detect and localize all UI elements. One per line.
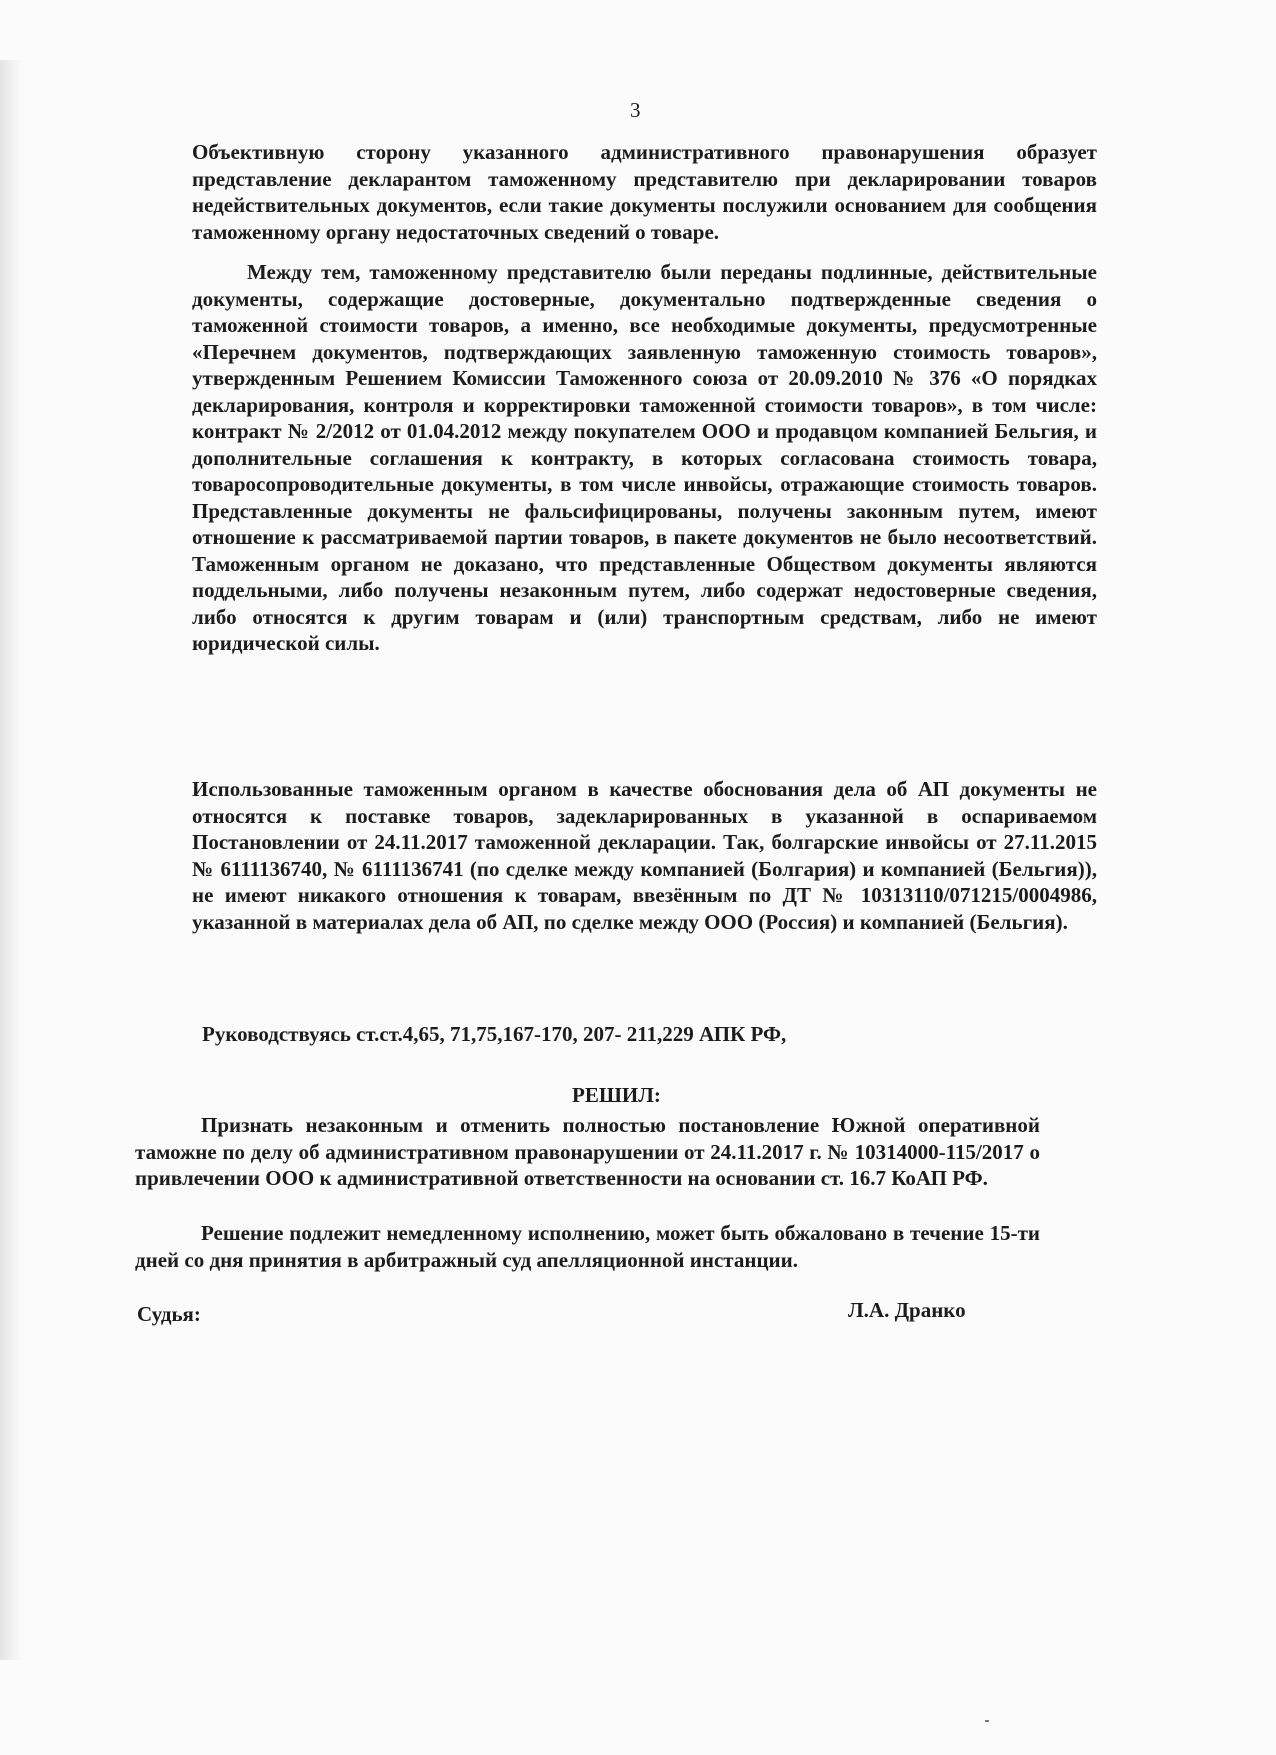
decision-heading: РЕШИЛ: (572, 1083, 661, 1107)
guided-by-line: Руководствуясь ст.ст.4,65, 71,75,167-170, 207- 211,229 АПК РФ, (202, 1022, 787, 1046)
scan-speck (985, 1720, 989, 1722)
decision-paragraph-1: Признать незаконным и отменить полностью постановление Южной оперативной таможне по делу об административном правонарушении от 24.11.2017 г. № 10314000-115/2017 о привлечении ООО к административной ответственности на основании ст. 16.7 КоАП РФ. (135, 1113, 1040, 1190)
judge-name: Л.А. Дранко (848, 1298, 966, 1322)
page-number: 3 (630, 98, 641, 122)
paragraph-objective-side: Объективную сторону указанного административного правонарушения образует представление декларантом таможенному представителю при декларировании товаров недействительных документов, если такие документы послужили основанием для сообщения таможенному органу недостаточных сведений о товаре. (192, 140, 1097, 244)
paragraph-documents-unrelated: Использованные таможенным органом в качестве обоснования дела об АП документы не относятся к поставке товаров, задекларированных в указанной в оспариваемом Постановлении от 24.11.2017 таможенной декларации. Так, болгарские инвойсы от 27.11.2015 № 6111136740, № 6111136741 (по сделке между компанией (Болгария) и компанией (Бельгия)), не имеют никакого отношения к товарам, ввезённым по ДТ № 10313110/071215/0004986, указанной в материалах дела об АП, по сделке между ООО (Россия) и компанией (Бельгия). (192, 777, 1097, 934)
scan-edge-shadow (0, 60, 22, 1660)
judge-label: Судья: (137, 1302, 201, 1326)
decision-paragraph-2: Решение подлежит немедленному исполнению, может быть обжаловано в течение 15-ти дней со дня принятия в арбитражный суд апелляционной инстанции. (135, 1221, 1040, 1272)
paragraph-documents-provided: Между тем, таможенному представителю были переданы подлинные, действительные документы, содержащие достоверные, документально подтвержденные сведения о таможенной стоимости товаров, а именно, все необходимые документы, предусмотренные «Перечнем документов, подтверждающих заявленную таможенную стоимость товаров», утвержденным Решением Комиссии Таможенного союза от 20.09.2010 № 376 «О порядках декларирования, контроля и корректировки таможенной стоимости товаров», в том числе: контракт № 2/2012 от 01.04.2012 между покупателем ООО и продавцом компанией Бельгия, и дополнительные соглашения к контракту, в которых согласована стоимость товара, товаросопроводительные документы, в том числе инвойсы, отражающие стоимость товаров. Представленные документы не фальсифицированы, получены законным путем, имеют отношение к рассматриваемой партии товаров, в пакете документов не было несоответствий. Таможенным органом не доказано, что представленные Обществом документы являются поддельными, либо получены незаконным путем, либо содержат недостоверные сведения, либо относятся к другим товарам и (или) транспортным средствам, либо не имеют юридической силы. (192, 260, 1097, 655)
